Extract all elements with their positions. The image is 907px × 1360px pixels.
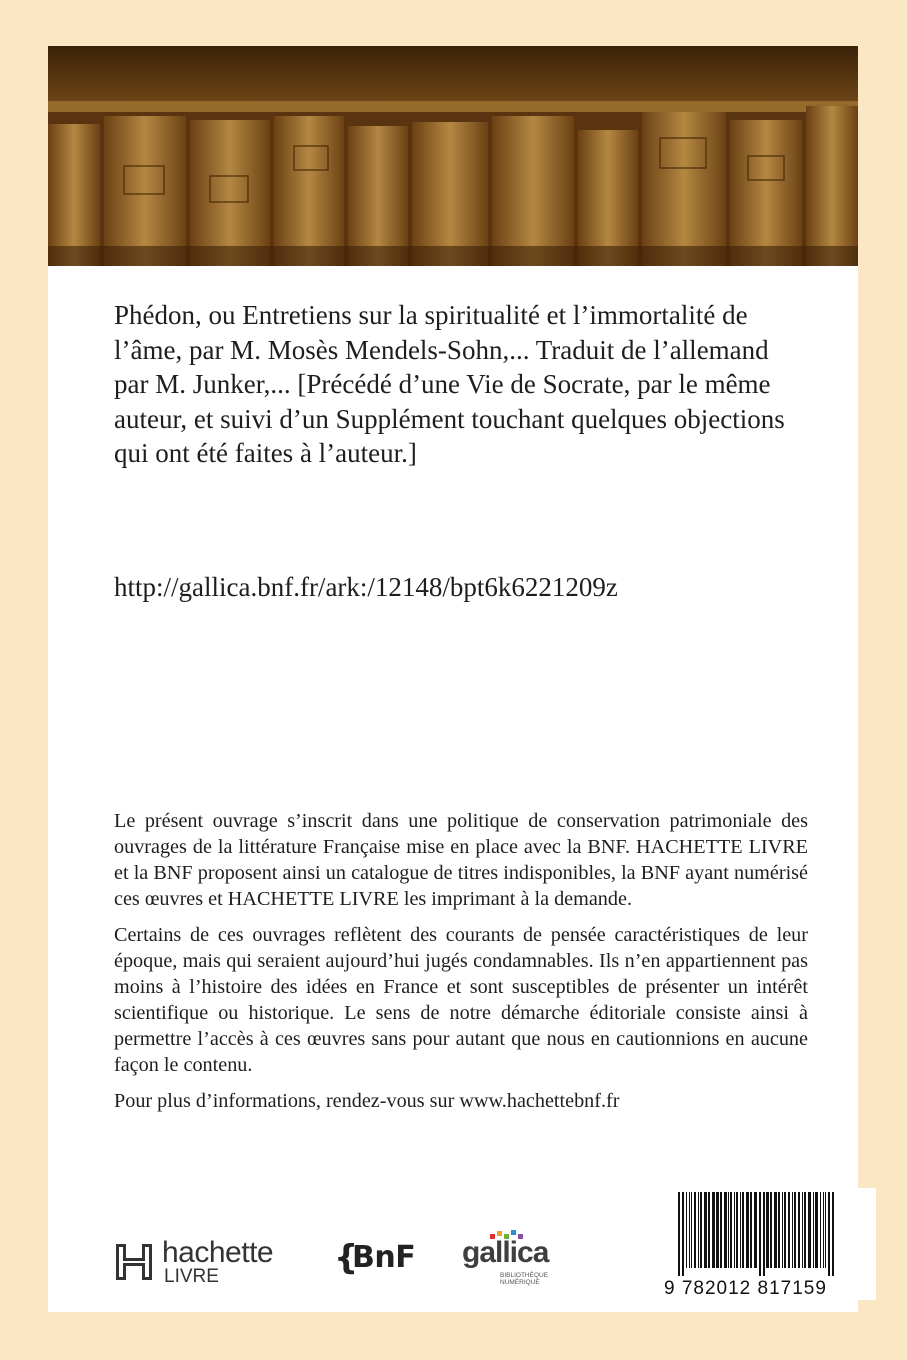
hachette-wordmark: hachette <box>162 1236 274 1269</box>
gallica-logo <box>462 1228 562 1288</box>
publisher-notice <box>114 808 808 1124</box>
gallica-sub-line-1: BIBLIOTHÈQUE <box>500 1272 549 1279</box>
notice-paragraph-1: Le présent ouvrage s’inscrit dans une politique de conservation patrimoniale des ouvrages de la littérature Française mise en place avec la BNF. HACHETTE LIVRE et la BNF proposent ainsi un catalogue de titres indisponibles, la BNF ayant numérisé ces œuvres et HACHETTE LIVRE les imprimant à la demande. <box>114 810 808 910</box>
back-cover <box>48 46 858 1312</box>
notice-paragraph-3: Pour plus d’informations, rendez-vous sur www.hachettebnf.fr <box>114 1090 620 1112</box>
isbn-barcode <box>664 1188 876 1300</box>
livre-wordmark: LIVRE <box>164 1266 219 1287</box>
gallica-url: http://gallica.bnf.fr/ark:/12148/bpt6k6221209z <box>114 572 618 602</box>
barcode-bars <box>664 1188 876 1276</box>
notice-paragraph-2: Certains de ces ouvrages reflètent des courants de pensée caractéristiques de leur époque, mais qui seraient aujourd’hui jugés condamnables. Ils n’en appartiennent pas moins à l’histoire des idées en France et sont susceptibles de présenter un intérêt scientifique ou historique. Le sens de notre démarche éditoriale consiste ainsi à permettre l’accès à ces œuvres sans pour autant que nous en cautionnions en aucune façon le contenu. <box>114 924 808 1076</box>
gallica-wordmark: gallica <box>462 1236 549 1269</box>
book-spines-photo <box>48 46 858 266</box>
bnf-wordmark: BnF <box>352 1240 416 1275</box>
hachette-livre-logo <box>114 1236 294 1287</box>
book-title: Phédon, ou Entretiens sur la spiritualité et l’immortalité de l’âme, par M. Mosès Mendels-Sohn,... Traduit de l’allemand par M. Junker,... [Précédé d’une Vie de Socrate, par le même auteur, et suivi d’un Supplément touchant quelques objections qui ont été faites à l’auteur.] <box>114 300 785 468</box>
isbn-digits: 9 782012 817159 <box>664 1278 827 1299</box>
bnf-brace: { <box>334 1238 359 1278</box>
publisher-logos <box>114 1188 827 1299</box>
hachette-h-icon <box>114 1242 154 1282</box>
gallica-subtitle <box>500 1272 548 1286</box>
gallica-sub-line-2: NUMÉRIQUE <box>500 1279 540 1286</box>
